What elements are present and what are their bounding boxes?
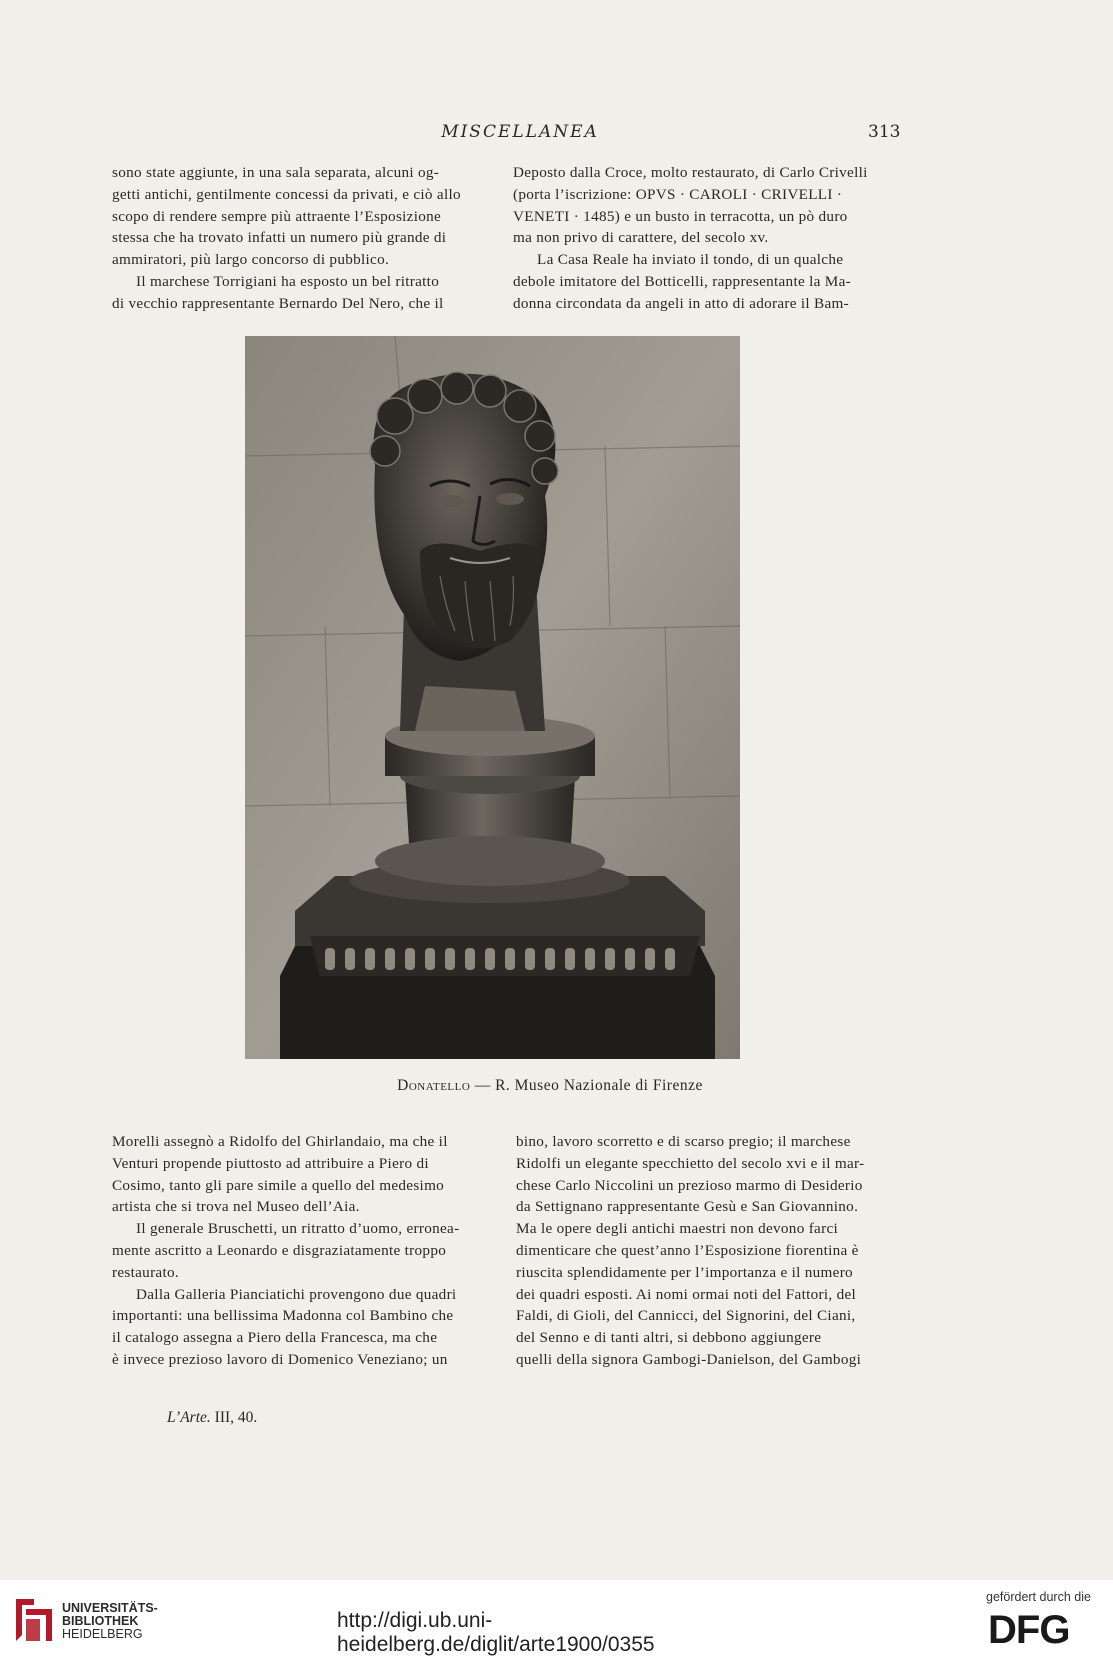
university-library-logo-icon: [12, 1595, 56, 1645]
text-line: dei quadri esposti. Ai nomi ormai noti del Fattori, del: [516, 1285, 857, 1303]
university-library-name[interactable]: [62, 1602, 158, 1641]
text-line: Venturi propende piuttosto ad attribuire a Piero di: [112, 1154, 429, 1172]
text-line: artista che si trova nel Museo dell’Aia.: [112, 1198, 360, 1216]
text-line: il catalogo assegna a Piero della Francesca, ma che: [112, 1329, 438, 1347]
viewer-footer: [0, 1580, 1113, 1660]
text-line: ma non privo di carattere, del secolo xv.: [513, 229, 769, 247]
text-line: Morelli assegnò a Ridolfo del Ghirlandaio, ma che il: [112, 1133, 448, 1150]
journal-volume: III, 40.: [210, 1409, 258, 1426]
text-line: ammiratori, più largo concorso di pubblico.: [112, 251, 390, 269]
caption-artist: Donatello: [397, 1077, 471, 1094]
journal-signature: [167, 1409, 257, 1427]
running-title: MISCELLANEA: [441, 122, 599, 142]
text-line: donna circondata da angeli in atto di adorare il Bam-: [513, 294, 849, 312]
bust-illustration: [245, 336, 740, 1059]
text-line: chese Carlo Niccolini un prezioso marmo di Desiderio: [516, 1176, 863, 1194]
text-line: scopo di rendere sempre più attraente l’Esposizione: [112, 207, 442, 225]
bust-photograph: [245, 336, 740, 1059]
text-line: Ridolfi un elegante specchietto del secolo xvi e il mar-: [516, 1154, 865, 1172]
funding-label: gefördert durch die: [986, 1590, 1091, 1604]
text-line: (porta l’iscrizione: OPVS · CAROLI · CRIVELLI ·: [513, 185, 843, 203]
page-number: 313: [868, 122, 901, 142]
text-line: mente ascritto a Leonardo e disgraziatamente troppo: [112, 1241, 447, 1259]
library-line: HEIDELBERG: [62, 1627, 143, 1641]
text-line: stessa che ha trovato infatti un numero più grande di: [112, 229, 447, 247]
text-line: Deposto dalla Croce, molto restaurato, di Carlo Crivelli: [513, 164, 868, 181]
text-line: di vecchio rappresentante Bernardo Del Nero, che il: [112, 294, 444, 312]
text-column-bottom-left: [112, 1131, 494, 1371]
text-line: sono state aggiunte, in una sala separata, alcuni og-: [112, 164, 440, 181]
text-line: riuscita splendidamente per l’importanza e il numero: [516, 1263, 853, 1281]
library-line: UNIVERSITÄTS-: [62, 1601, 158, 1615]
dfg-logo[interactable]: [988, 1610, 1069, 1650]
text-line: Dalla Galleria Pianciatichi provengono due quadri: [136, 1285, 457, 1303]
caption-location: — R. Museo Nazionale di Firenze: [470, 1077, 703, 1094]
text-line: importanti: una bellissima Madonna col Bambino che: [112, 1307, 454, 1325]
text-line: bino, lavoro scorretto e di scarso pregio; il marchese: [516, 1133, 851, 1150]
text-line: getti antichi, gentilmente concessi da privati, e ciò allo: [112, 185, 461, 203]
text-line: dimenticare che quest’anno l’Esposizione fiorentina è: [516, 1241, 859, 1259]
funder-name: DFG: [988, 1608, 1070, 1652]
text-line: debole imitatore del Botticelli, rappresentante la Ma-: [513, 272, 851, 290]
text-line: Cosimo, tanto gli pare simile a quello del medesimo: [112, 1176, 445, 1194]
text-line: La Casa Reale ha inviato il tondo, di un qualche: [537, 251, 844, 269]
text-line: VENETI · 1485) e un busto in terracotta, un pò duro: [513, 207, 848, 225]
text-line: Il marchese Torrigiani ha esposto un bel ritratto: [136, 272, 440, 290]
journal-name: L’Arte.: [167, 1409, 211, 1426]
text-line: quelli della signora Gambogi-Danielson, del Gambogi: [516, 1350, 862, 1368]
text-column-top-right: [513, 162, 898, 315]
text-line: da Settignano rappresentante Gesù e San Giovannino.: [516, 1198, 859, 1216]
library-line: BIBLIOTHEK: [62, 1614, 139, 1628]
text-line: Faldi, di Gioli, del Cannicci, del Signorini, del Ciani,: [516, 1307, 856, 1325]
text-line: Ma le opere degli antichi maestri non devono farci: [516, 1220, 839, 1238]
figure-caption: [300, 1077, 800, 1095]
document-url-link[interactable]: http://digi.ub.uni-heidelberg.de/diglit/arte1900/0355: [337, 1609, 655, 1656]
text-line: Il generale Bruschetti, un ritratto d’uomo, erronea-: [136, 1220, 460, 1238]
text-line: è invece prezioso lavoro di Domenico Veneziano; un: [112, 1350, 448, 1368]
text-line: restaurato.: [112, 1263, 179, 1281]
text-column-top-left: [112, 162, 494, 315]
text-line: del Senno e di tanti altri, si debbono aggiungere: [516, 1329, 822, 1347]
text-column-bottom-right: [516, 1131, 898, 1371]
